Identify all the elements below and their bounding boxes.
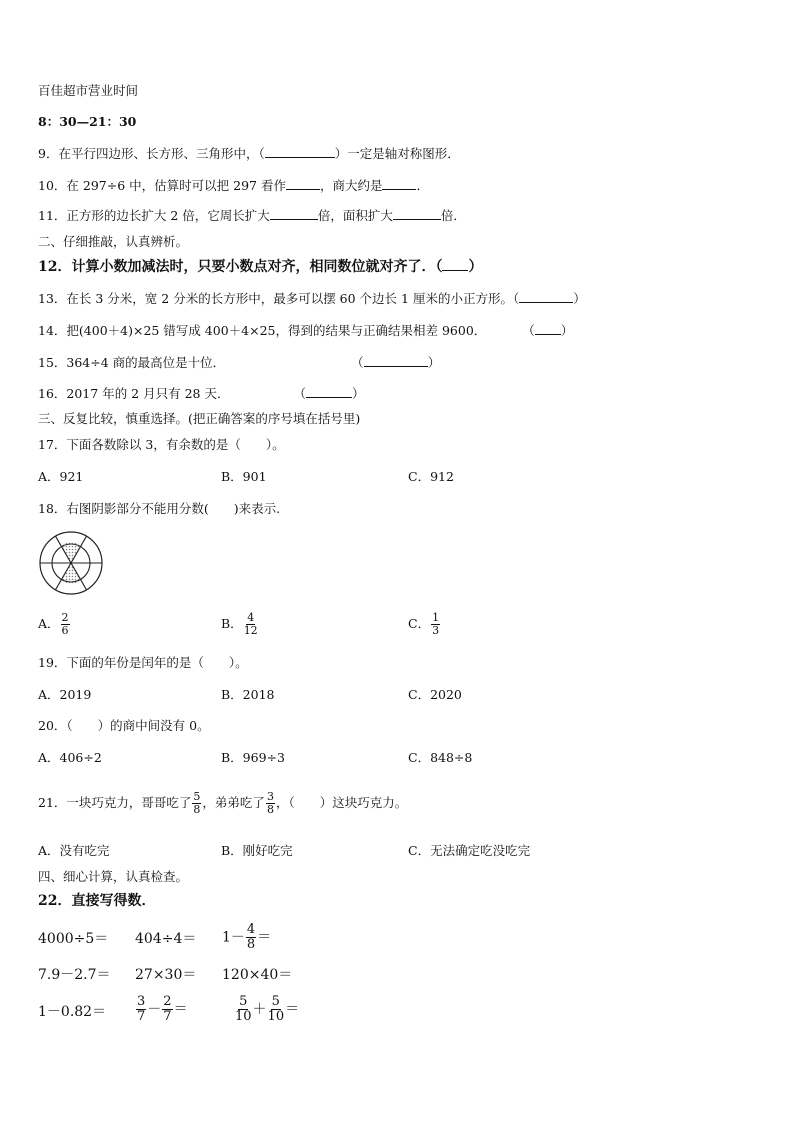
fraction: $\frac{4}{8}$ [246, 922, 256, 952]
question-17: 17．下面各数除以 3，有余数的是（ ）。 [38, 437, 285, 452]
fraction: $\frac{5}{10}$ [267, 994, 285, 1024]
calc-item: 7.9－2.7＝ [38, 967, 111, 983]
section-3-heading: 三、反复比较，慎重选择。(把正确答案的序号填在括号里) [38, 411, 361, 426]
answer-blank[interactable] [270, 208, 318, 220]
answer-blank[interactable] [265, 146, 335, 158]
fraction: $\frac{3}{8}$ [266, 790, 274, 816]
fraction: $\frac{2}{6}$ [61, 611, 69, 637]
question-22: 22．直接写得数． [38, 893, 156, 909]
section-2-heading: 二、仔细推敲，认真辨析。 [38, 234, 189, 249]
calc-item: $\frac{5}{10}$ ＋ $\frac{5}{10}$ ＝ [235, 994, 300, 1024]
fraction: $\frac{1}{3}$ [432, 611, 440, 637]
answer-blank[interactable] [442, 259, 468, 271]
calc-item: 120×40＝ [222, 967, 293, 983]
option-b[interactable]: B．刚好吃完 [221, 843, 293, 858]
option-c[interactable]: C．848÷8 [408, 750, 473, 765]
calc-item: 4000÷5＝ [38, 931, 109, 947]
calc-item: 1－0.82＝ [38, 1004, 107, 1020]
question-20: 20．（ ）的商中间没有 0。 [38, 718, 210, 733]
question-19: 19．下面的年份是闰年的是（ ）。 [38, 655, 248, 670]
fraction: $\frac{4}{12}$ [243, 611, 258, 637]
store-hours-title: 百佳超市营业时间 [38, 83, 139, 98]
question-10: 10．在 297÷6 中，估算时可以把 297 看作 ，商大约是 ． [38, 178, 429, 193]
calc-item: 404÷4＝ [135, 931, 197, 947]
answer-blank[interactable] [286, 178, 320, 190]
answer-blank[interactable] [306, 386, 352, 398]
question-16: 16．2017 年的 2 月只有 28 天． （ ） [38, 386, 365, 401]
fraction: $\frac{5}{8}$ [193, 790, 201, 816]
option-c[interactable]: C． $\frac{1}{3}$ [408, 611, 440, 637]
shaded-circle-figure [38, 530, 104, 596]
option-a[interactable]: A．2019 [38, 687, 92, 702]
option-a[interactable]: A． $\frac{2}{6}$ [38, 611, 69, 637]
answer-blank[interactable] [393, 208, 441, 220]
option-b[interactable]: B．2018 [221, 687, 275, 702]
calc-item: $\frac{3}{7}$ － $\frac{2}{7}$ ＝ [137, 994, 188, 1024]
question-14: 14．把(400＋4)×25 错写成 400＋4×25，得到的结果与正确结果相差 9600． （ ） [38, 323, 574, 338]
question-11: 11．正方形的边长扩大 2 倍，它周长扩大 倍，面积扩大 倍． [38, 208, 466, 223]
question-9: 9．在平行四边形、长方形、三角形中，（ ）一定是轴对称图形． [38, 146, 460, 161]
answer-blank[interactable] [519, 291, 573, 303]
option-a[interactable]: A．921 [38, 469, 84, 484]
calc-item: 1－ $\frac{4}{8}$ ＝ [222, 922, 272, 952]
option-a[interactable]: A．406÷2 [38, 750, 102, 765]
option-a[interactable]: A．没有吃完 [38, 843, 110, 858]
option-b[interactable]: B．901 [221, 469, 267, 484]
question-21: 21．一块巧克力，哥哥吃了 $\frac{5}{8}$ ，弟弟吃了 $\frac{3}{8}$ ，（ ）这块巧克力。 [38, 790, 408, 816]
section-4-heading: 四、细心计算，认真检查。 [38, 869, 189, 884]
question-18: 18．右图阴影部分不能用分数( )来表示. [38, 501, 281, 516]
option-c[interactable]: C．2020 [408, 687, 462, 702]
store-hours: 8：30—21：30 [38, 114, 137, 129]
question-13: 13．在长 3 分米，宽 2 分米的长方形中，最多可以摆 60 个边长 1 厘米的小正方形。（ ） [38, 291, 586, 306]
question-15: 15．364÷4 商的最高位是十位． （ ） [38, 355, 441, 370]
calc-item: 27×30＝ [135, 967, 197, 983]
answer-blank[interactable] [364, 355, 428, 367]
fraction: $\frac{2}{7}$ [163, 994, 172, 1024]
option-b[interactable]: B．969÷3 [221, 750, 285, 765]
answer-blank[interactable] [535, 323, 561, 335]
answer-blank[interactable] [382, 178, 416, 190]
fraction: $\frac{5}{10}$ [235, 994, 252, 1024]
option-b[interactable]: B． $\frac{4}{12}$ [221, 611, 258, 637]
question-12: 12．计算小数加减法时，只要小数点对齐，相同数位就对齐了．（ ） [38, 259, 483, 275]
option-c[interactable]: C．912 [408, 469, 454, 484]
option-c[interactable]: C．无法确定吃没吃完 [408, 843, 531, 858]
fraction: $\frac{3}{7}$ [137, 994, 146, 1024]
